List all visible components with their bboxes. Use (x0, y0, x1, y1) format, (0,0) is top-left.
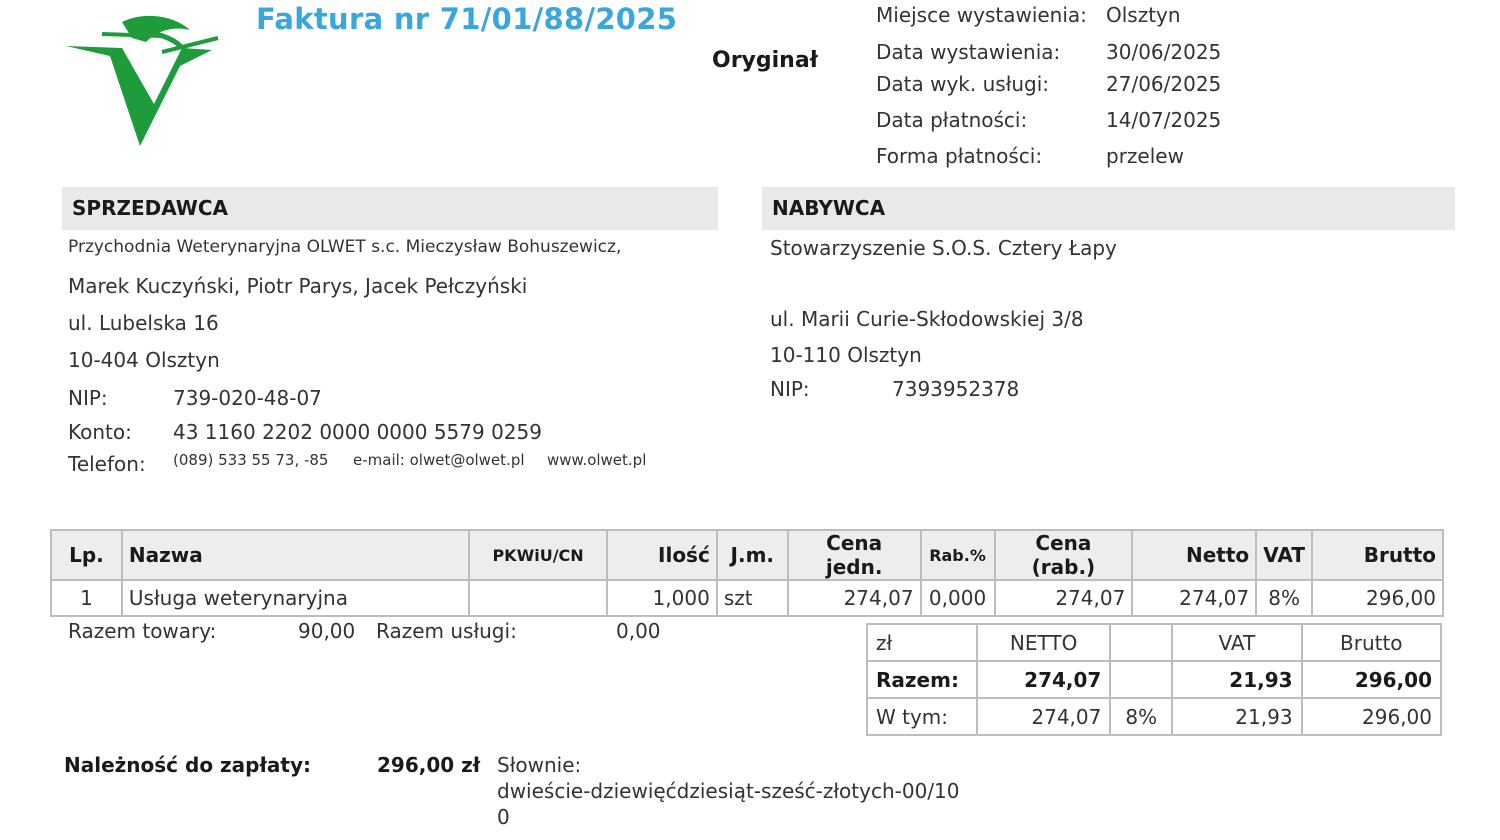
table-row (51, 580, 1443, 616)
summary-header-rate (1110, 624, 1172, 661)
seller-account-label: Konto: (68, 420, 132, 444)
buyer-name: Stowarzyszenie S.O.S. Cztery Łapy (770, 236, 1117, 260)
col-header-pkwiu: PKWiU/CN (469, 530, 607, 580)
cell-discount: 0,000 (921, 580, 995, 616)
col-header-unit: J.m. (717, 530, 788, 580)
summary-breakdown-vat: 21,93 (1172, 698, 1301, 735)
buyer-street: ul. Marii Curie-Skłodowskiej 3/8 (770, 307, 1084, 331)
amount-words-line2: 0 (497, 805, 510, 829)
summary-table (866, 623, 1442, 736)
summary-breakdown-label: W tym: (867, 698, 977, 735)
summary-breakdown-row (867, 698, 1441, 735)
amount-words-line1: dwieście-dziewięćdziesiąt-sześć-złotych-00/10 (497, 779, 960, 803)
cell-price-discounted: 274,07 (995, 580, 1133, 616)
meta-value-service-date: 27/06/2025 (1106, 72, 1222, 96)
cell-unit-price: 274,07 (788, 580, 921, 616)
summary-header-vat: VAT (1172, 624, 1301, 661)
col-header-net: Netto (1132, 530, 1256, 580)
col-header-gross: Brutto (1312, 530, 1443, 580)
cell-lp: 1 (51, 580, 122, 616)
summary-total-vat: 21,93 (1172, 661, 1301, 698)
items-header-row (51, 530, 1443, 580)
meta-value-payment-method: przelew (1106, 144, 1184, 168)
buyer-nip: 7393952378 (892, 377, 1020, 401)
seller-account: 43 1160 2202 0000 0000 5579 0259 (173, 420, 542, 444)
seller-name-line1: Przychodnia Weterynaryjna OLWET s.c. Mieczysław Bohuszewicz, (68, 237, 622, 257)
cell-net: 274,07 (1132, 580, 1256, 616)
services-total-label: Razem usługi: (376, 619, 517, 643)
summary-total-label: Razem: (867, 661, 977, 698)
seller-www: www.olwet.pl (547, 451, 647, 469)
meta-value-place: Olsztyn (1106, 3, 1181, 27)
seller-city: 10-404 Olsztyn (68, 348, 220, 372)
meta-label-service-date: Data wyk. usługi: (876, 72, 1050, 96)
seller-name-line2: Marek Kuczyński, Piotr Parys, Jacek Pełczyński (68, 274, 528, 298)
buyer-heading: NABYWCA (762, 187, 1455, 230)
col-header-name: Nazwa (122, 530, 469, 580)
summary-breakdown-rate: 8% (1110, 698, 1172, 735)
goods-total-value: 90,00 (298, 619, 356, 643)
summary-breakdown-net: 274,07 (977, 698, 1110, 735)
goods-total-label: Razem towary: (68, 619, 217, 643)
seller-heading: SPRZEDAWCA (62, 187, 718, 230)
seller-street: ul. Lubelska 16 (68, 311, 219, 335)
cell-gross: 296,00 (1312, 580, 1443, 616)
cell-qty: 1,000 (607, 580, 717, 616)
cell-pkwiu (469, 580, 607, 616)
amount-due-label: Należność do zapłaty: (64, 753, 311, 777)
seller-nip: 739-020-48-07 (173, 386, 322, 410)
services-total-value: 0,00 (616, 619, 661, 643)
meta-label-payment-date: Data płatności: (876, 108, 1028, 132)
col-header-discount: Rab.% (921, 530, 995, 580)
col-header-vat: VAT (1256, 530, 1312, 580)
summary-breakdown-gross: 296,00 (1302, 698, 1441, 735)
summary-total-net: 274,07 (977, 661, 1110, 698)
company-logo (62, 8, 222, 158)
meta-label-place: Miejsce wystawienia: (876, 3, 1087, 27)
amount-due-value: 296,00 zł (377, 753, 481, 777)
cell-vat: 8% (1256, 580, 1312, 616)
seller-phone: (089) 533 55 73, -85 (173, 451, 329, 469)
seller-email: e-mail: olwet@olwet.pl (353, 451, 525, 469)
col-header-price-discounted: Cena (rab.) (995, 530, 1133, 580)
buyer-nip-label: NIP: (770, 377, 810, 401)
seller-phone-label: Telefon: (68, 452, 146, 476)
amount-words-label: Słownie: (497, 753, 582, 777)
meta-value-payment-date: 14/07/2025 (1106, 108, 1222, 132)
cell-unit: szt (717, 580, 788, 616)
summary-total-row (867, 661, 1441, 698)
copy-label: Oryginał (712, 48, 818, 73)
summary-header-net: NETTO (977, 624, 1110, 661)
summary-total-gross: 296,00 (1302, 661, 1441, 698)
summary-header-row (867, 624, 1441, 661)
cell-name: Usługa weterynaryjna (122, 580, 469, 616)
buyer-city: 10-110 Olsztyn (770, 343, 922, 367)
summary-total-rate (1110, 661, 1172, 698)
meta-label-payment-method: Forma płatności: (876, 144, 1043, 168)
col-header-lp: Lp. (51, 530, 122, 580)
summary-header-currency: zł (867, 624, 977, 661)
col-header-unit-price: Cena jedn. (788, 530, 921, 580)
meta-label-issue-date: Data wystawienia: (876, 40, 1061, 64)
col-header-qty: Ilość (607, 530, 717, 580)
summary-header-gross: Brutto (1302, 624, 1441, 661)
vet-logo-icon (62, 8, 222, 158)
meta-value-issue-date: 30/06/2025 (1106, 40, 1222, 64)
items-table (50, 529, 1444, 617)
invoice-title: Faktura nr 71/01/88/2025 (256, 2, 678, 36)
seller-nip-label: NIP: (68, 386, 108, 410)
